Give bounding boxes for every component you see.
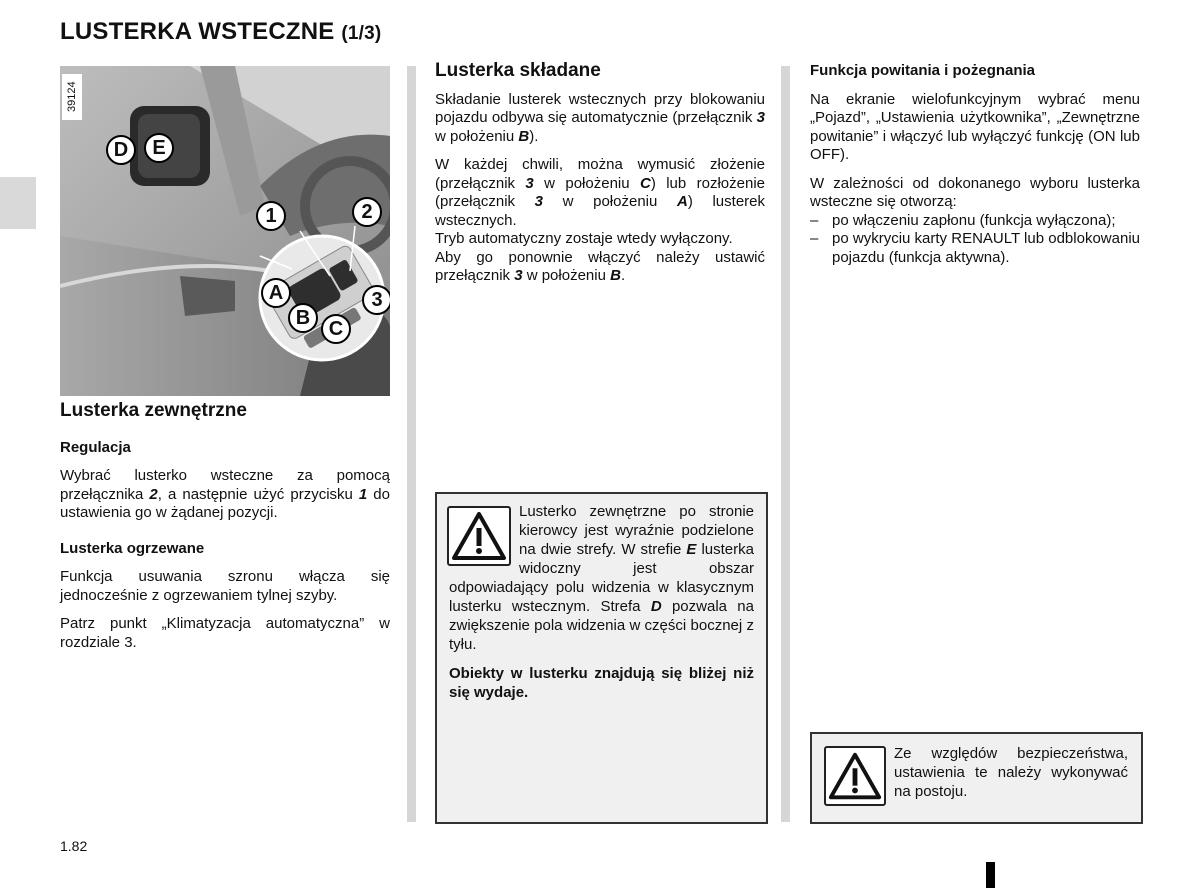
- callout-e: E: [144, 133, 174, 163]
- folding-p2: W każdej chwili, można wymusić złożenie (przełącznik 3 w położeniu C) lub rozłożenie (przełącznik 3 w położeniu A) lusterek wstecznych.: [435, 156, 766, 229]
- page-edge-marker: [986, 862, 995, 888]
- callout-d: D: [106, 135, 136, 165]
- right-column: [810, 62, 1140, 267]
- callout-3: 3: [362, 285, 390, 315]
- warning-box-mirror-zones: [435, 492, 768, 824]
- middle-column: [435, 62, 765, 296]
- mirror-control-illustration: [60, 66, 390, 396]
- left-column: [60, 402, 390, 662]
- column-divider: [781, 66, 790, 822]
- callout-1: 1: [256, 201, 286, 231]
- section-heading-folding: Lusterka składane: [435, 60, 601, 81]
- page-title: [60, 18, 381, 46]
- callout-2: 2: [352, 197, 382, 227]
- section-tab: [0, 177, 36, 229]
- title-main: LUSTERKA WSTECZNE: [60, 18, 335, 45]
- callout-c: C: [321, 314, 351, 344]
- list-item: – po włączeniu zapłonu (funkcja wyłączona);: [810, 212, 1140, 231]
- warning-text-safety: Ze względów bezpieczeństwa, ustawienia te należy wykonywać na postoju.: [894, 745, 1128, 800]
- figure-code: 39124: [62, 74, 82, 120]
- welcome-p1: Na ekranie wielofunkcyjnym wybrać menu „Pojazd”, „Ustawienia użytkownika”, „Zewnętrzne powitanie” i włączyć lub wyłączyć funkcję (ON lub OFF).: [810, 90, 1140, 163]
- folding-p3: Tryb automatyczny zostaje wtedy wyłączony.: [435, 230, 733, 247]
- section-heading-exterior: Lusterka zewnętrzne: [60, 400, 247, 421]
- ogrzewane-text: Funkcja usuwania szronu włącza się jednocześnie z ogrzewaniem tylnej szyby.: [60, 568, 390, 604]
- warning-triangle-icon: [824, 746, 886, 806]
- subheading-regulacja: Regulacja: [60, 438, 131, 456]
- title-suffix: (1/3): [341, 23, 382, 44]
- folding-p4: Aby go ponownie włączyć należy ustawić przełącznik 3 w położeniu B.: [435, 248, 765, 284]
- regulacja-text: Wybrać lusterko wsteczne za pomocą przełącznika 2, a następnie użyć przycisku 1 do ustawienia go w żądanej pozycji.: [60, 467, 390, 521]
- warning-bold-note: Obiekty w lusterku znajdują się bliżej niż się wydaje.: [449, 665, 754, 701]
- welcome-list: [810, 212, 1140, 268]
- column-divider: [407, 66, 416, 822]
- section-heading-welcome: Funkcja powitania i pożegnania: [810, 62, 1036, 79]
- warning-box-safety: [810, 732, 1143, 824]
- folding-p1: Składanie lusterek wstecznych przy blokowaniu pojazdu odbywa się automatycznie (przełącznik 3 w położeniu B).: [435, 90, 765, 145]
- patrz-text: Patrz punkt „Klimatyzacja automatyczna” w rozdziale 3.: [60, 615, 390, 651]
- subheading-ogrzewane: Lusterka ogrzewane: [60, 539, 205, 557]
- welcome-p2: W zależności od dokonanego wyboru lusterka wsteczne się otworzą:: [810, 174, 1140, 210]
- list-item: – po wykryciu karty RENAULT lub odblokowaniu pojazdu (funkcja aktywna).: [810, 230, 1140, 267]
- callout-b: B: [288, 303, 318, 333]
- warning-text-mirror: Lusterko zewnętrzne po stronie kierowcy jest wyraźnie podzielone na dwie strefy. W strefie E lusterka widoczny jest obszar odpowiadający polu widzenia w klasycznym lusterku wstecznym. Strefa D pozwala na zwiększenie pola widzenia w części bocznej z tyłu. Obiekty w lusterku znajdują się bliżej niż się wydaje.: [449, 503, 754, 701]
- page-number: 1.82: [60, 838, 88, 854]
- callout-a: A: [261, 278, 291, 308]
